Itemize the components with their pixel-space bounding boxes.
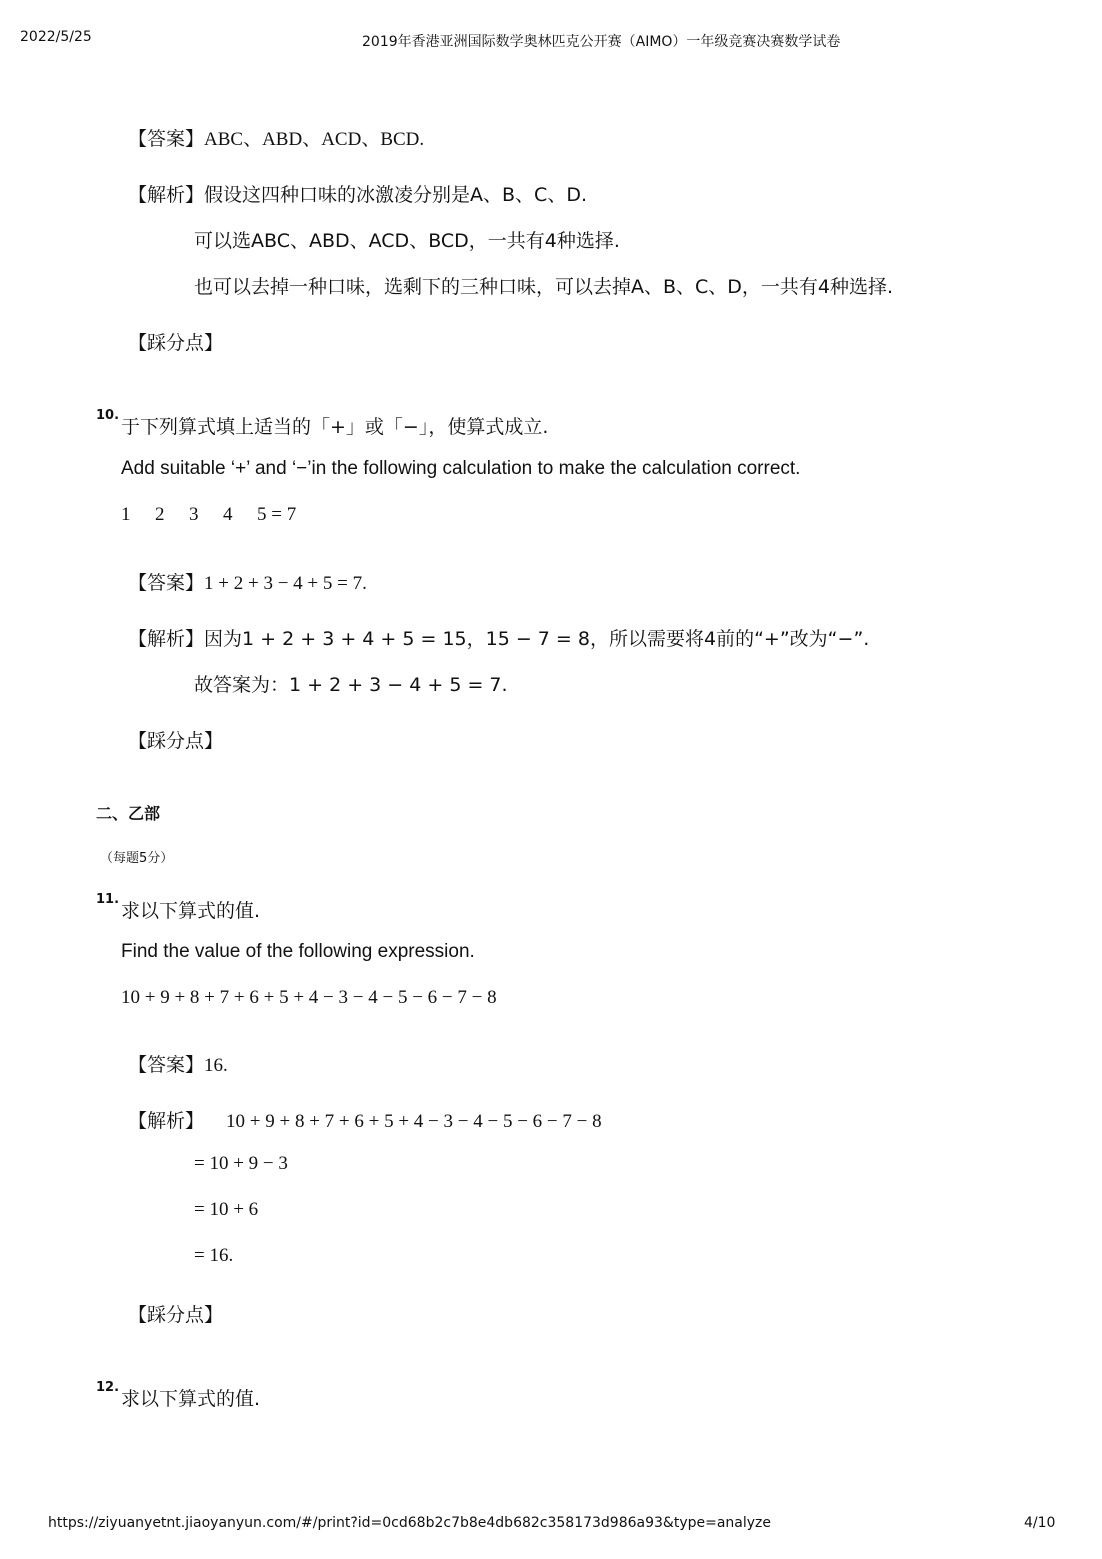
q10-answer — [128, 568, 367, 595]
answer-tag: 【答案】 — [128, 572, 205, 594]
answer-text: ABC、ABD、ACD、BCD. — [204, 129, 425, 150]
q10-number: 10. — [96, 408, 120, 423]
q11-question-cn: 求以下算式的值. — [121, 900, 261, 922]
q9-points-tag: 【踩分点】 — [128, 332, 224, 354]
q10-expression — [121, 504, 296, 526]
q10-points-tag: 【踩分点】 — [128, 730, 224, 752]
answer-tag: 【答案】 — [128, 128, 205, 150]
q9-analysis — [128, 180, 587, 207]
section-title: 二、乙部 — [96, 804, 161, 823]
q10-analysis-line2: 故答案为：1 + 2 + 3 − 4 + 5 = 7. — [194, 674, 508, 696]
expression-term: 3 — [189, 504, 199, 525]
analysis-tag: 【解析】 — [128, 628, 205, 650]
q10-question-en: Add suitable ‘+’ and ‘−’in the following calculation to make the calculation correct. — [121, 458, 801, 479]
section-note: （每题5分） — [100, 851, 174, 866]
expression-term: 2 — [155, 504, 165, 525]
q9-answer — [128, 124, 424, 151]
q10-question-cn: 于下列算式填上适当的「+」或「−」，使算式成立. — [121, 416, 549, 438]
header-date: 2022/5/25 — [20, 29, 92, 45]
analysis-tag: 【解析】 — [128, 184, 205, 206]
header-title: 2019年香港亚洲国际数学奥林匹克公开赛（AIMO）一年级竞赛决赛数学试卷 — [362, 34, 841, 50]
analysis-line: 因为1 + 2 + 3 + 4 + 5 = 15，15 − 7 = 8，所以需要将4前的“+”改为“−”. — [204, 628, 870, 650]
analysis-line: 10 + 9 + 8 + 7 + 6 + 5 + 4 − 3 − 4 − 5 − 6 − 7 − 8 — [226, 1111, 602, 1132]
analysis-tag: 【解析】 — [128, 1110, 205, 1132]
q12-number: 12. — [96, 1380, 120, 1395]
q12-question-cn: 求以下算式的值. — [121, 1388, 261, 1410]
q10-analysis — [128, 624, 869, 651]
q11-analysis-line2: = 10 + 9 − 3 — [194, 1153, 288, 1174]
q11-number: 11. — [96, 892, 120, 907]
analysis-line: 假设这四种口味的冰激凌分别是A、B、C、D. — [204, 184, 587, 206]
footer-page-number: 4/10 — [1024, 1515, 1056, 1531]
q11-analysis-line3: = 10 + 6 — [194, 1199, 259, 1220]
q9-analysis-line3: 也可以去掉一种口味，选剩下的三种口味，可以去掉A、B、C、D，一共有4种选择. — [194, 276, 894, 298]
expression-term: 4 — [223, 504, 233, 525]
answer-text: 1 + 2 + 3 − 4 + 5 = 7. — [204, 573, 367, 594]
q11-question-en: Find the value of the following expression. — [121, 941, 475, 962]
expression-term: 1 — [121, 504, 131, 525]
expression-term: 5 = 7 — [257, 504, 297, 525]
q11-analysis — [128, 1106, 602, 1133]
answer-tag: 【答案】 — [128, 1054, 205, 1076]
q11-analysis-line4: = 16. — [194, 1245, 234, 1266]
answer-text: 16. — [204, 1055, 228, 1076]
q11-expression: 10 + 9 + 8 + 7 + 6 + 5 + 4 − 3 − 4 − 5 − 6 − 7 − 8 — [121, 987, 497, 1008]
footer-url[interactable]: https://ziyuanyetnt.jiaoyanyun.com/#/print?id=0cd68b2c7b8e4db682c358173d986a93&type=analyze — [48, 1515, 772, 1531]
q11-answer — [128, 1050, 228, 1077]
q9-analysis-line2: 可以选ABC、ABD、ACD、BCD，一共有4种选择. — [194, 230, 620, 252]
q11-points-tag: 【踩分点】 — [128, 1304, 224, 1326]
